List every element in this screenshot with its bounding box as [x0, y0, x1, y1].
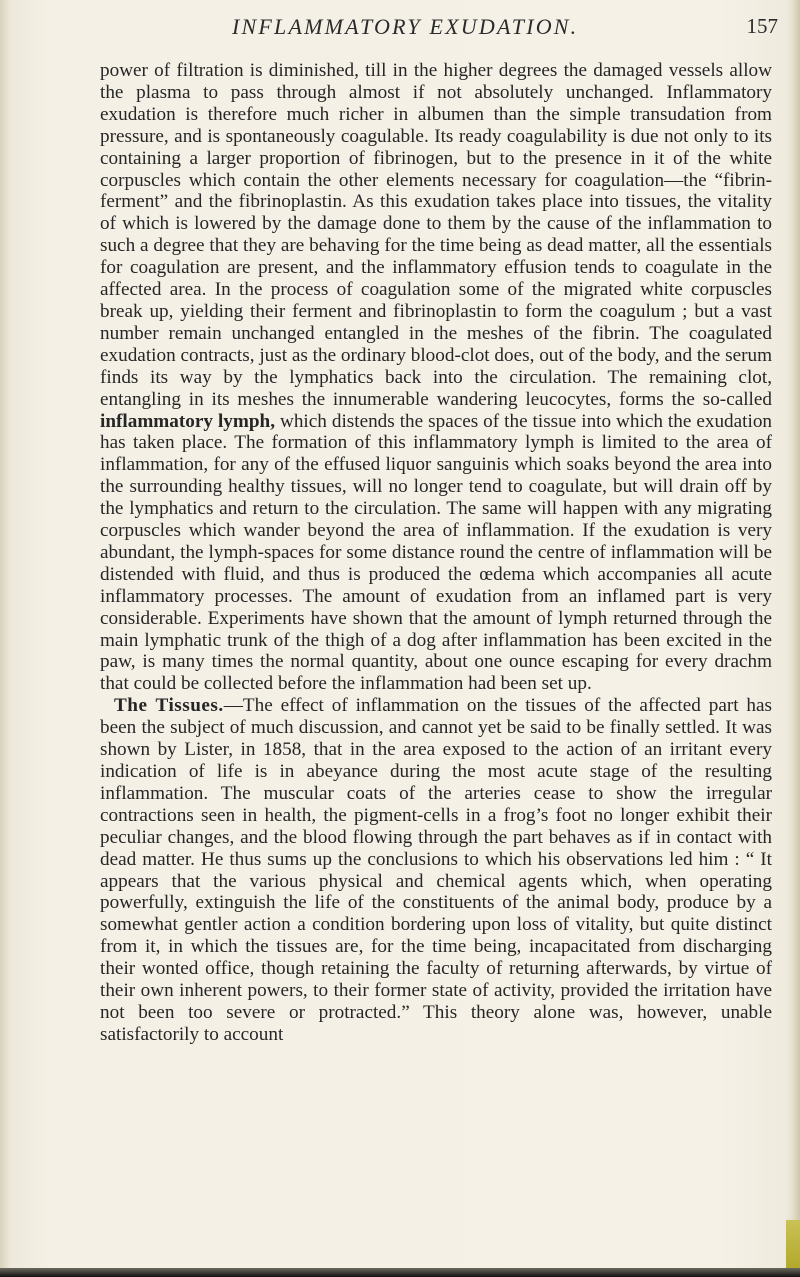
page-right-edge [786, 0, 800, 1277]
page-bottom-edge [0, 1268, 800, 1277]
paragraph-text: —The effect of inflammation on the tissues of the affected part has been the subject of much discussion, and cannot yet be said to be finally settled. It was shown by Lister, in 1858, that in the area exposed to the action of an irritant every indication of life is in abeyance during the most acute stage of the resulting inflammation. The muscular coats of the arteries cease to show the irregular contractions seen in health, the pigment-cells in a frog’s foot no longer exhibit their peculiar changes, and the blood flowing through the part behaves as if in contact with dead matter. He thus sums up the conclusions to which his observations led him : “ It appears that the various physical and chemical agents which, when operating powerfully, extinguish the life of the constituents of the animal body, produce by a somewhat gentler action a condition bordering upon loss of vitality, but quite distinct from it, in which the tissues are, for the time being, incapacitated from discharging their wonted office, though retaining the faculty of returning afterwards, by virtue of their own inherent powers, to their former state of activity, provided the irritation have not been too severe or protracted.” This theory alone was, however, unable satisfactorily to account [100, 695, 773, 1045]
section-sidehead: The Tissues. [114, 695, 224, 717]
paragraph-the-tissues [100, 695, 772, 1046]
page-header [0, 14, 800, 48]
running-head: INFLAMMATORY EXUDATION. [232, 14, 579, 39]
page-corner-mark [786, 1220, 800, 1268]
paragraph-inflammatory-lymph [100, 60, 772, 695]
body-text [100, 60, 772, 1046]
page-number: 157 [746, 14, 778, 38]
bold-term: inflammatory lymph, [100, 410, 275, 432]
paragraph-text: power of filtration is diminished, till in the higher degrees the damaged vessels allow the plasma to pass through almost if not absolutely unchanged. Inflammatory exudation is therefore much richer in albumen than the simple transudation from pressure, and is spontaneously coagulable. Its ready coagulability is due not only to its containing a larger proportion of fibrinogen, but to the presence in it of the white corpuscles which contain the other elements necessary for coagulation—the “fibrin-ferment” and the fibrinoplastin. As this exudation takes place into tissues, the vitality of which is lowered by the damage done to them by the cause of the inflammation to such a degree that they are behaving for the time being as dead matter, all the essentials for coagulation are present, and the inflammatory effusion tends to coagulate in the affected area. In the process of coagulation some of the migrated white corpuscles break up, yielding their ferment and fibrinoplastin to form the coagulum ; but a vast number remain unchanged entangled in the meshes of the fibrin. The coagulated exudation contracts, just as the ordinary blood-clot does, out of the body, and the serum finds its way by the lymphatics back into the circulation. The remaining clot, entangling in its meshes the innumerable wandering leucocytes, forms the so-called [100, 60, 772, 410]
paragraph-text: which distends the spaces of the tissue into which the exudation has taken place. The formation of this inflammatory lymph is limited to the area of inflammation, for any of the effused liquor sanguinis which soaks beyond the area into the surrounding healthy tissues, will no longer tend to coagulate, but will drain off by the lymphatics and return to the circulation. The same will happen with any migrating corpuscles which wander beyond the area of inflammation. If the exudation is very abundant, the lymph-spaces for some distance round the centre of inflammation will be distended with fluid, and thus is produced the œdema which accompanies all acute inflammatory processes. The amount of exudation from an inflamed part is very considerable. Experiments have shown that the amount of lymph returned through the main lymphatic trunk of the thigh of a dog after inflammation has been excited in the paw, is many times the normal quantity, about one ounce escaping for every drachm that could be collected before the inflammation had been set up. [100, 410, 773, 695]
page-left-shadow [0, 0, 10, 1277]
